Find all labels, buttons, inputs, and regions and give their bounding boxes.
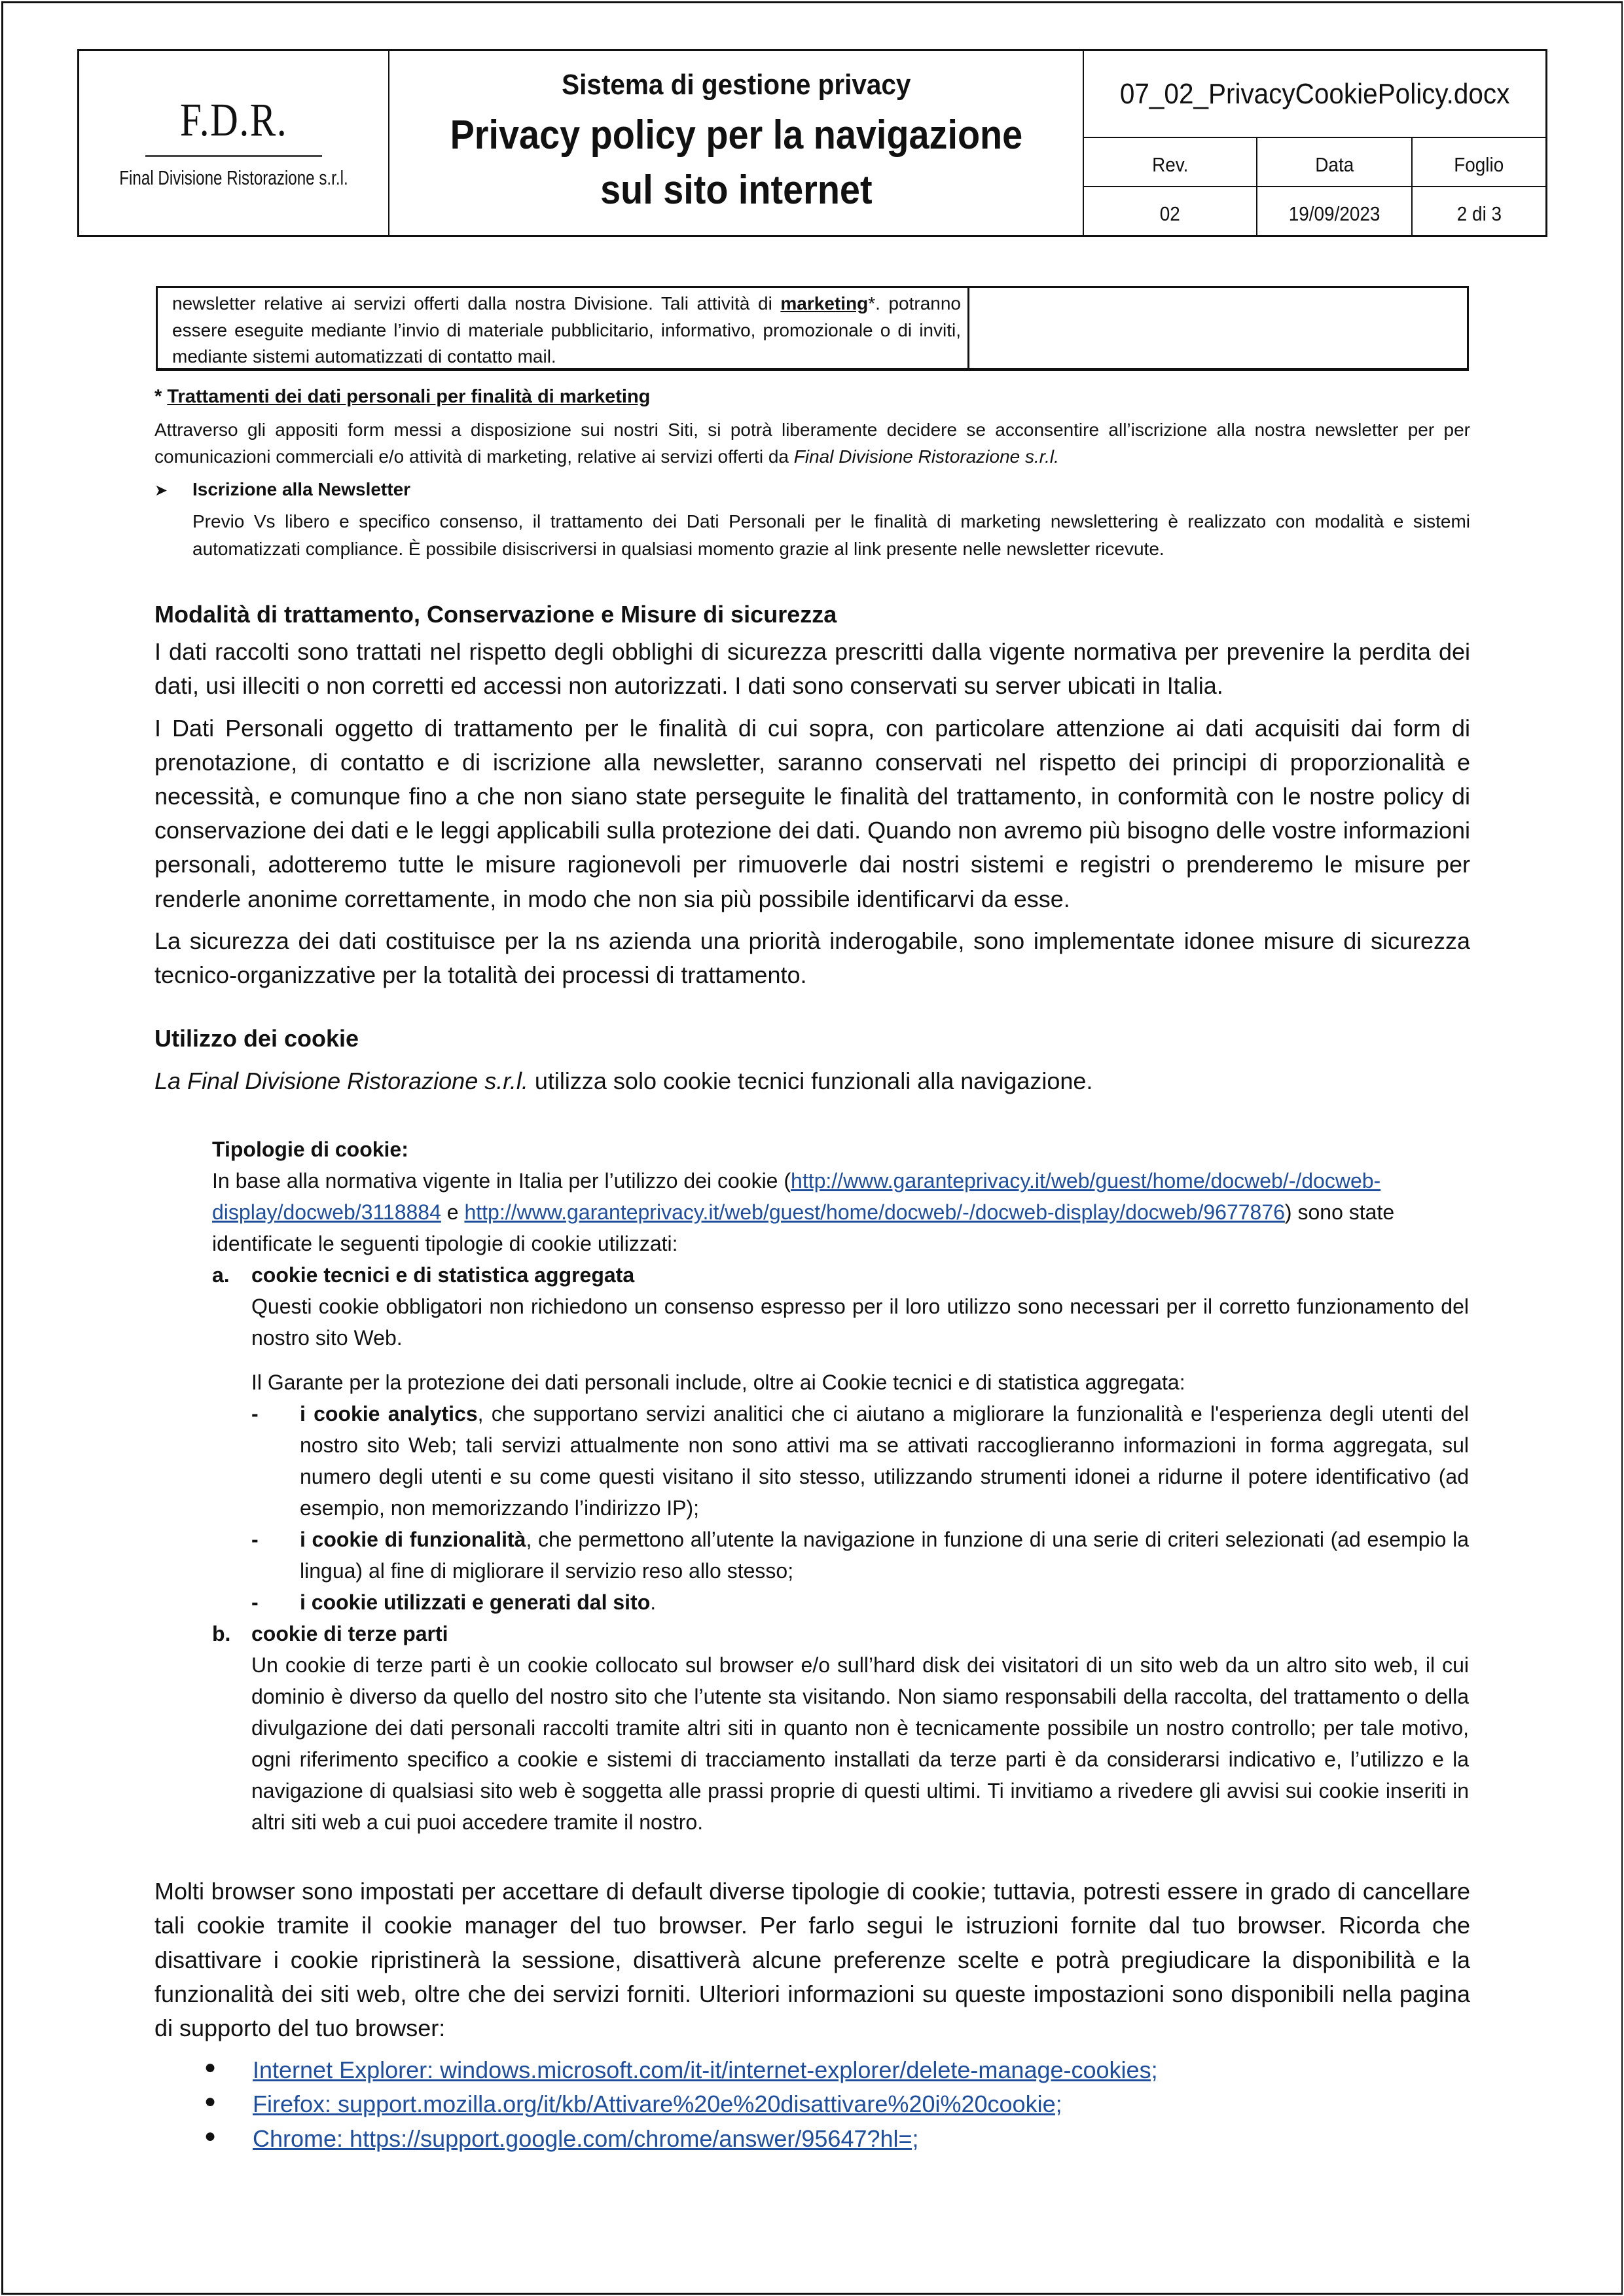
cookies-intro-company: La Final Divisione Ristorazione s.r.l.: [154, 1067, 528, 1095]
header-title-cell: [389, 51, 1084, 235]
list-item: [154, 2122, 1470, 2156]
cookie-types-intro: [212, 1165, 1469, 1259]
sheet-value-cell: [1413, 187, 1545, 235]
date-value: 19/09/2023: [1288, 202, 1380, 225]
dash-bullet-icon: -: [251, 1590, 259, 1615]
document-meta: [1084, 51, 1545, 235]
newsletter-body: Previo Vs libero e specifico consenso, il trattamento dei Dati Personali per le finalità di marketing newslettering è realizzato con modalità e sistemi automatizzati compliance. È possibile disiscriversi in qualsiasi momento grazie al link presente nelle newsletter ricevute.: [192, 511, 1470, 560]
purpose-cell: [158, 288, 969, 368]
purpose-text-b: *. potranno essere eseguite mediante l’invio di materiale pubblicitario, informativo, promozionale o di inviti, mediante sistemi automatizzati di contatto mail.: [172, 293, 962, 367]
security-paragraph-1: I dati raccolti sono trattati nel rispetto degli obblighi di sicurezza prescritti dalla vigente normativa per prevenire la perdita dei dati, usi illeciti o non corretti ed accessi non autorizzati. I dati sono conservati su server ubicati in Italia.: [154, 638, 1470, 700]
document-title-line2: sul sito internet: [600, 167, 873, 213]
browser-settings-paragraph: Molti browser sono impostati per accettare di default diverse tipologie di cookie; tuttavia, potresti essere in grado di cancellare tali cookie tramite il cookie manager del tuo browser. Per farlo segui le istruzioni fornite dal tuo browser. Ricorda che disattivare i cookie ripristinerà la sessione, disattiverà alcune preferenze scelte e potrà pregiudicare la disponibilità e la funzionalità dei siti web, oltre che dei servizi forniti. Ulteriori informazioni su queste impostazioni sono disponibili nella pagina di supporto del tuo browser:: [154, 1878, 1470, 2041]
file-name: 07_02_PrivacyCookiePolicy.docx: [1119, 77, 1510, 110]
company-logo: [79, 51, 389, 235]
date-label-cell: [1257, 138, 1413, 186]
cookies-intro: [154, 1064, 1470, 1098]
list-item-rest: , che permettono all’utente la navigazione in funzione di una serie di criteri selezionati (ad esempio la lingua) al fine di migliorare il servizio reso allo stesso;: [300, 1528, 1470, 1583]
rev-value: 02: [1159, 202, 1181, 225]
newsletter-title: Iscrizione alla Newsletter: [192, 479, 411, 500]
footnote-star: *: [154, 386, 168, 407]
newsletter-item: [154, 479, 1470, 500]
sheet-label-cell: [1413, 138, 1545, 186]
list-marker-b: b.: [212, 1622, 231, 1646]
document-title-line1: Privacy policy per la navigazione: [450, 113, 1022, 158]
cookie-type-a-body: Questi cookie obbligatori non richiedono un consenso espresso per il loro utilizzo sono necessari per il corretto funzionamento del nostro sito Web.: [251, 1295, 1469, 1350]
date-label: Data: [1315, 153, 1354, 176]
cookie-type-a: [212, 1259, 1469, 1291]
types-intro-text-b: ) sono state identificate le seguenti tipologie di cookie utilizzati:: [212, 1200, 1395, 1256]
rev-label: Rev.: [1151, 153, 1189, 176]
security-paragraph-3: La sicurezza dei dati costituisce per la ns azienda una priorità inderogabile, sono implementate idonee misure di sicurezza tecnico-organizzative per la totalità dei processi di trattamento.: [154, 927, 1470, 988]
sheet-value: 2 di 3: [1456, 202, 1502, 225]
purpose-text-a: newsletter relative ai servizi offerti dalla nostra Divisione. Tali attività di: [172, 293, 781, 314]
garante-link-1[interactable]: http://www.garanteprivacy.it/web/guest/home/docweb/-/docweb-display/docweb/3118884: [212, 1169, 1381, 1225]
list-item: [251, 1524, 1469, 1587]
system-title: Sistema di gestione privacy: [561, 69, 911, 101]
browser-links-list: [154, 2053, 1470, 2156]
logo-company-name: Final Divisione Ristorazione s.r.l.: [119, 166, 348, 189]
footnote-title-text: Trattamenti dei dati personali per finalità di marketing: [167, 386, 651, 407]
list-item-rest: .: [650, 1590, 657, 1615]
bullet-icon: ●: [204, 2125, 217, 2147]
rev-value-cell: [1084, 187, 1257, 235]
cookie-type-a-garante: Il Garante per la protezione dei dati personali include, oltre ai Cookie tecnici e di statistica aggregata:: [251, 1371, 1185, 1395]
marketing-term: marketing: [780, 293, 869, 314]
sheet-label: Foglio: [1454, 153, 1504, 176]
cookie-type-a-title: cookie tecnici e di statistica aggregata: [251, 1263, 635, 1287]
cookie-type-b-title: cookie di terze parti: [251, 1622, 448, 1646]
list-item: [251, 1398, 1469, 1524]
list-item-bold: i cookie utilizzati e generati dal sito: [300, 1590, 651, 1615]
firefox-cookies-link[interactable]: Firefox: support.mozilla.org/it/kb/Attivare%20e%20disattivare%20i%20cookie;: [253, 2090, 1062, 2118]
cookie-types-block: [212, 1134, 1469, 1838]
cookies-heading: Utilizzo dei cookie: [154, 1025, 359, 1052]
cookie-type-b-body: Un cookie di terze parti è un cookie collocato sul browser e/o sull’hard disk dei visitatori di un sito web da un altro sito web, il cui dominio è diverso da quello del nostro sito che l’utente sta visitando. Non siamo responsabili della raccolta, del trattamento o della divulgazione dei dati personali raccolti tramite altri siti in quanto non è tecnicamente possibile un nostro controllo; per tale motivo, ogni riferimento specifico a cookie e sistemi di tracciamento installati da terze parti è da considerarsi indicativo e, l’utilizzo e la navigazione di qualsiasi sito web è soggetta alle prassi proprie di questi ultimi. Ti invitiamo a rivedere gli avvisi sui cookie inseriti in altri siti web a cui puoi accedere tramite il nostro.: [251, 1653, 1469, 1835]
types-intro-text-a: In base alla normativa vigente in Italia per l’utilizzo dei cookie (: [212, 1169, 791, 1193]
logo-divider: [145, 155, 322, 157]
marketing-footnote-title: [154, 386, 1470, 408]
chrome-cookies-link[interactable]: Chrome: https://support.google.com/chrome/answer/95647?hl=;: [253, 2125, 919, 2152]
list-item: [251, 1587, 1469, 1618]
types-intro-and: e: [441, 1200, 465, 1225]
list-item-bold: i cookie analytics: [300, 1402, 478, 1426]
list-item-text: [300, 1398, 1469, 1524]
marketing-footnote-body: [154, 417, 1470, 470]
meta-labels-row: [1084, 138, 1545, 187]
list-item-bold: i cookie di funzionalità: [300, 1528, 526, 1552]
list-item-text: [300, 1587, 1469, 1618]
document-body: [154, 386, 1470, 2156]
cookies-intro-text: utilizza solo cookie tecnici funzionali alla navigazione.: [528, 1067, 1093, 1095]
list-marker-a: a.: [212, 1263, 230, 1287]
dash-bullet-icon: -: [251, 1528, 259, 1552]
cookie-type-b: [212, 1618, 1469, 1649]
cookie-types-title: Tipologie di cookie:: [212, 1138, 408, 1162]
legal-basis-cell: [969, 288, 1467, 368]
security-paragraph-2: I Dati Personali oggetto di trattamento per le finalità di cui sopra, con particolare attenzione ai dati acquisiti dai form di prenotazione, di contatto e di iscrizione alla newsletter, saranno conservati nel rispetto dei principi di proporzionalità e necessità, e comunque fino a che non siano state perseguite le finalità del trattamento, in conformità con le nostre policy di conservazione dei dati e le leggi applicabili sulla protezione dei dati. Quando non avremo più bisogno delle vostre informazioni personali, adotteremo tutte le misure ragionevoli per rimuoverle dai nostri sistemi e registri o prenderemo le misure per renderle anonime correttamente, in modo che non sia più possibile identificarvi da esse.: [154, 714, 1470, 912]
garante-link-2[interactable]: http://www.garanteprivacy.it/web/guest/home/docweb/-/docweb-display/docweb/9677876: [464, 1200, 1285, 1225]
date-value-cell: [1257, 187, 1413, 235]
arrow-bullet-icon: ➤: [154, 482, 168, 500]
logo-mark: F.D.R.: [179, 94, 288, 146]
security-heading: Modalità di trattamento, Conservazione e Misure di sicurezza: [154, 601, 837, 628]
rev-label-cell: [1084, 138, 1257, 186]
document-header: [77, 49, 1547, 237]
list-item-rest: , che supportano servizi analitici che ci aiutano a migliorare la funzionalità e l'esperienza degli utenti del nostro sito Web; tali servizi attualmente non sono attivi ma se attivati raccoglieranno informazioni in forma aggregata, sul numero degli utenti e su come questi visitano il sito stesso, utilizzando strumenti idonei a ridurne il potere identificativo (ad esempio, non memorizzando l’indirizzo IP);: [300, 1402, 1470, 1520]
garante-cookie-list: [251, 1398, 1469, 1618]
list-item: [154, 2087, 1470, 2121]
list-item-text: [300, 1524, 1469, 1587]
meta-values-row: [1084, 187, 1545, 235]
footnote-body-text: Attraverso gli appositi form messi a disposizione sui nostri Siti, si potrà liberamente decidere se acconsentire all’iscrizione alla nostra newsletter per per comunicazioni commerciali e/o attività di marketing, relative ai servizi offerti da: [154, 420, 1470, 467]
ie-cookies-link[interactable]: Internet Explorer: windows.microsoft.com/it-it/internet-explorer/delete-manage-cookies;: [253, 2056, 1158, 2084]
bullet-icon: ●: [204, 2056, 217, 2079]
file-name-cell: [1084, 51, 1545, 138]
footnote-company: Final Divisione Ristorazione s.r.l.: [793, 446, 1059, 467]
purpose-table-continuation: [156, 286, 1469, 371]
bullet-icon: ●: [204, 2090, 217, 2113]
dash-bullet-icon: -: [251, 1402, 259, 1426]
list-item: [154, 2053, 1470, 2087]
